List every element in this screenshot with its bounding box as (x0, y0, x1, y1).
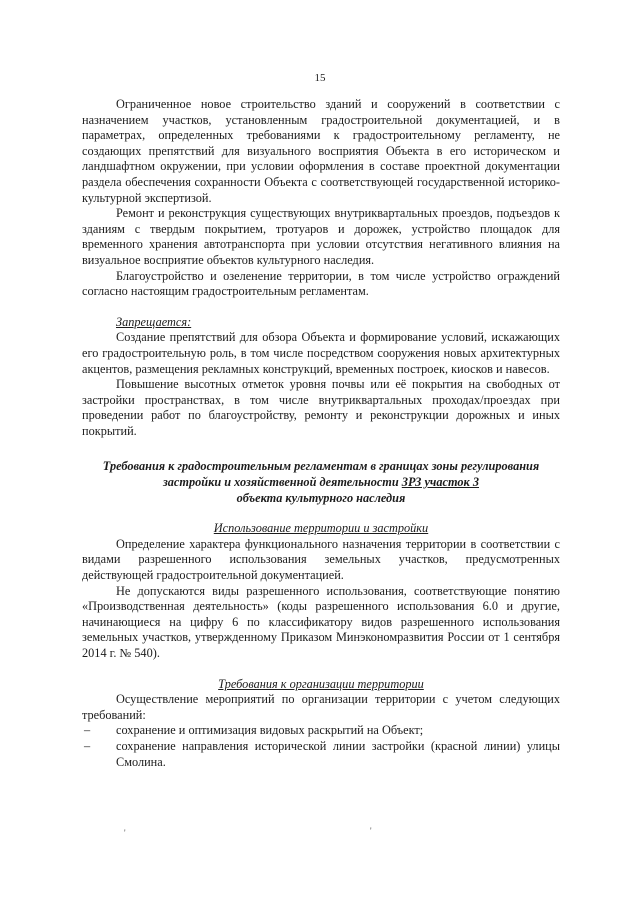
list-item-text: сохранение и оптимизация видовых раскрытий на Объект; (116, 723, 424, 738)
intro-paragraph-1: Ограниченное новое строительство зданий и сооружений в соответствии с назначением участков, установленным градостроительной документацией, и в параметрах, определенных требованиями к градостроительному регламенту, не создающих препятствий для визуального восприятия Объекта в его историческом и ландшафтном окружении, при условии оформления в составе проектной документации раздела обеспечения сохранности Объекта с соответствующей государственной историко-культурной экспертизой. (82, 97, 560, 205)
scan-speck: ' (370, 826, 372, 836)
list-dash: – (84, 738, 91, 753)
section-title-zone: ЗРЗ участок 3 (401, 475, 479, 490)
list-dash: – (84, 723, 91, 738)
section-title (82, 459, 560, 506)
usage-paragraph-1: Определение характера функционального назначения территории в соответствии с видами разрешенного использования земельных участков, предусмотренных действующей градостроительной документацией. (82, 536, 560, 583)
usage-heading: Использование территории и застройки (213, 521, 429, 536)
list-item-text: сохранение направления исторической линии застройки (красной линии) улицы Смолина. (116, 738, 560, 769)
document-body (82, 97, 560, 770)
list-item (82, 723, 560, 739)
section-title-part2: объекта культурного наследия (236, 490, 406, 505)
list-item (82, 739, 560, 770)
usage-paragraph-2: Не допускаются виды разрешенного использования, соответствующие понятию «Производственная деятельность» (коды разрешенного использования 6.0 и другие, начинающиеся на цифру 6 по классификатору видов разрешенного использования земельных участков, утвержденному Приказом Минэкономразвития России от 1 сентября 2014 г. № 540). (82, 583, 560, 660)
intro-paragraph-3: Благоустройство и озеленение территории, в том числе устройство ограждений согласно настоящим градостроительным регламентам. (82, 268, 560, 299)
scan-speck: ' (124, 828, 126, 838)
organization-paragraph: Осуществление мероприятий по организации территории с учетом следующих требований: (82, 692, 560, 722)
intro-paragraph-2: Ремонт и реконструкция существующих внутриквартальных проездов, подъездов к зданиям с твердым покрытием, тротуаров и дорожек, устройство площадок для временного хранения автотранспорта при условии отсутствия негативного влияния на визуальное восприятие объектов культурного наследия. (82, 206, 560, 267)
organization-heading: Требования к организации территории (218, 676, 424, 691)
section-title-part1: Требования к градостроительным регламентам в границах зоны регулирования застройки и хозяйственной деятельности (102, 459, 540, 490)
forbidden-paragraph-1: Создание препятствий для обзора Объекта и формирование условий, искажающих его градостроительную роль, в том числе посредством сооружения новых архитектурных акцентов, размещения рекламных конструкций, временных построек, киосков и навесов. (82, 330, 560, 376)
forbidden-paragraph-2: Повышение высотных отметок уровня почвы или её покрытия на свободных от застройки пространствах, в том числе внутриквартальных проходах/проездах при проведении работ по благоустройству, ремонту и реконструкции дорожных и иных покрытий. (82, 377, 560, 438)
forbidden-heading: Запрещается: (116, 314, 192, 329)
page-number: 15 (314, 72, 326, 84)
